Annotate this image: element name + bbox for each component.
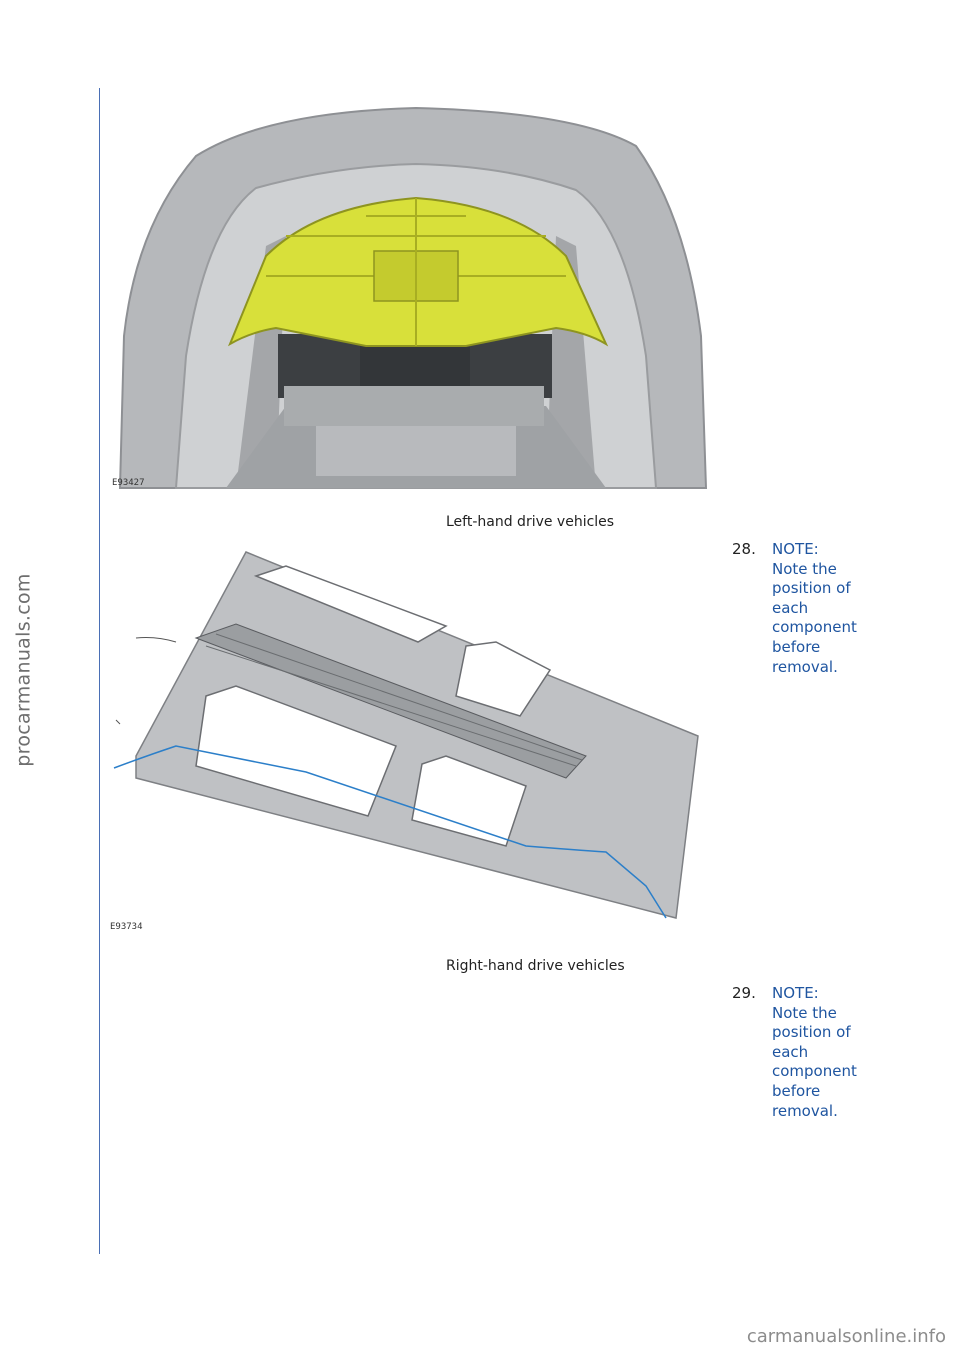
headliner-lhd-illustration — [116, 106, 710, 490]
step-29 — [732, 984, 892, 1121]
side-watermark-text: procarmanuals.com — [13, 573, 36, 767]
headliner-rhd-illustration — [106, 546, 706, 938]
footer-watermark: carmanualsonline.info — [746, 1326, 946, 1347]
step-28 — [732, 540, 892, 677]
figure-headliner-rhd — [106, 546, 706, 938]
note-line: component — [772, 1062, 857, 1081]
note-line: position of — [772, 579, 851, 598]
step-note — [772, 984, 892, 1121]
step-number: 29. — [732, 984, 756, 1002]
note-line: each — [772, 1042, 809, 1061]
note-line: before — [772, 1081, 821, 1100]
note-line: position of — [772, 1023, 851, 1042]
margin-rule — [99, 88, 100, 1254]
figure-code: E93734 — [110, 922, 143, 932]
note-line: Note the — [772, 1003, 837, 1022]
note-line: removal. — [772, 657, 838, 676]
note-line: component — [772, 618, 857, 637]
note-line: removal. — [772, 1101, 838, 1120]
side-watermark — [4, 560, 44, 780]
figure-caption-rhd: Right-hand drive vehicles — [446, 958, 625, 974]
note-line: each — [772, 598, 809, 617]
step-number: 28. — [732, 540, 756, 558]
note-line: NOTE: — [772, 984, 819, 1002]
figure-headliner-lhd — [112, 106, 710, 490]
step-note — [772, 540, 892, 677]
figure-code: E93427 — [112, 478, 145, 488]
note-line: Note the — [772, 559, 837, 578]
figure-caption-lhd: Left-hand drive vehicles — [446, 514, 615, 530]
note-line: NOTE: — [772, 540, 819, 558]
note-line: before — [772, 637, 821, 656]
